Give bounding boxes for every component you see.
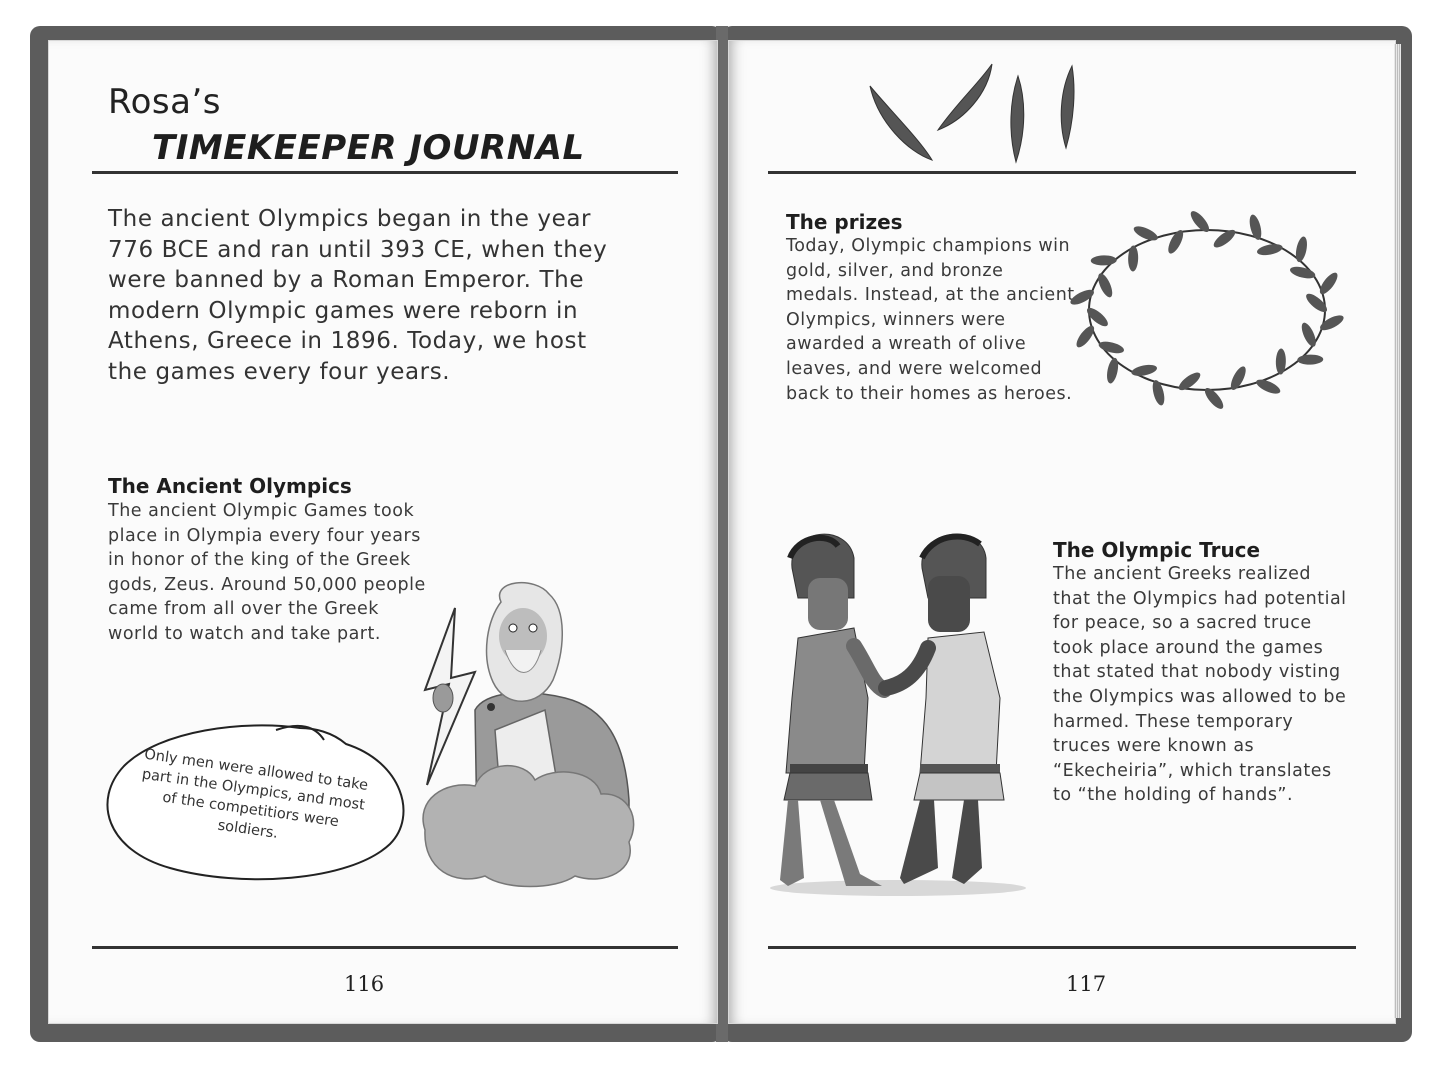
wreath-leaf (1294, 236, 1309, 263)
wreath-leaf (1256, 242, 1283, 257)
journal-title: TIMEKEEPER JOURNAL (152, 128, 585, 168)
wreath-leaf (1254, 377, 1282, 397)
page-number-left: 116 (344, 972, 385, 996)
olympic-truce-body: The ancient Greeks realized that the Olympics had potential for peace, so a sacred truce took place around the games that stated that nobody visting the Olympics was allowed to be harmed. These temporary truces were known as “Ekecheiria”, which translates to “the holding of hands”. (1053, 564, 1347, 806)
title-divider (92, 171, 678, 174)
wreath-leaf (1084, 305, 1110, 329)
wreath-leaf (1073, 323, 1097, 350)
ancient-olympics-heading: The Ancient Olympics (108, 474, 352, 498)
falling-leaves-illustration (860, 60, 1090, 170)
wreath-leaf (1247, 213, 1263, 241)
prizes-heading: The prizes (786, 210, 903, 234)
wreath-leaf (1130, 363, 1157, 378)
wreath-leaf (1297, 354, 1323, 365)
wreath-leaf (1091, 255, 1117, 266)
right-footer-divider (768, 946, 1356, 949)
soldiers-handshake-illustration (768, 528, 1028, 898)
intro-paragraph: The ancient Olympics began in the year 776 BCE and ran until 393 CE, when they were banned by a Roman Emperor. The modern Olympic games were reborn in Athens, Greece in 1896. Today, we host the games every four years. (108, 206, 608, 385)
olympic-truce-heading: The Olympic Truce (1053, 538, 1261, 562)
wreath-leaf (1098, 339, 1126, 355)
prizes-body: Today, Olympic champions win gold, silver, and bronze medals. Instead, at the ancient Olympics, winners were awarded a wreath of olive leaves, and were welcomed back to their homes as heroes. (786, 236, 1075, 404)
wreath-leaf (1095, 271, 1115, 299)
zeus-illustration (415, 580, 645, 885)
wreath-leaf (1289, 265, 1317, 281)
left-footer-divider (92, 946, 678, 949)
page-number-right: 117 (1066, 972, 1107, 996)
wreath-leaf (1299, 321, 1319, 349)
olive-wreath-illustration (1062, 192, 1352, 432)
wreath-leaf (1150, 379, 1166, 407)
wreath-leaf (1105, 357, 1120, 384)
ancient-olympics-body: The ancient Olympic Games took place in Olympia every four years in honor of the king of the Greek gods, Zeus. Around 50,000 people came from all over the Greek world to watch and take part. (108, 501, 426, 644)
journal-owner-title: Rosa’s (108, 82, 221, 122)
wreath-branch (1089, 230, 1325, 390)
wreath-leaf (1132, 223, 1160, 243)
speech-bubble-text: Only men were allowed to take part in the Olympics, and most of the competitiors were soldiers. (140, 746, 369, 842)
wreath-leaf (1317, 270, 1341, 297)
right-header-divider (768, 171, 1356, 174)
wreath-leaf (1303, 291, 1329, 315)
page-edges (1394, 44, 1401, 1018)
